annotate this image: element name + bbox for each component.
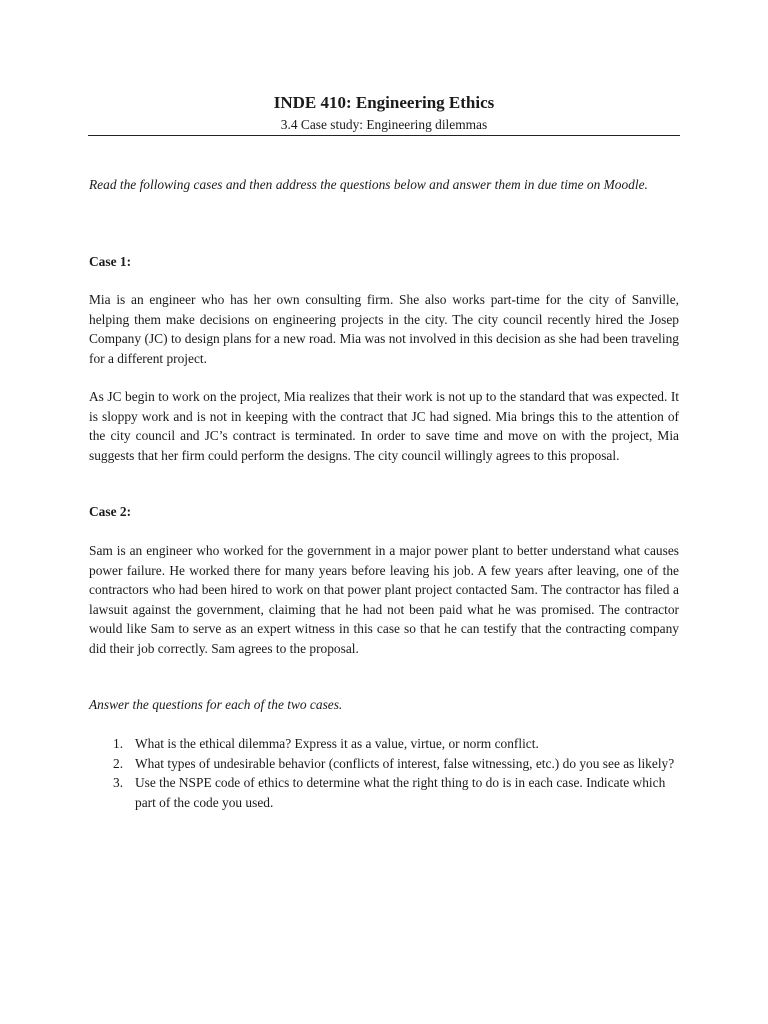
case-2-heading: Case 2:: [89, 504, 132, 519]
question-text: Use the NSPE code of ethics to determine what the right thing to do is in each case. Indicate which part of the code you used.: [135, 775, 666, 810]
intro-instructions: Read the following cases and then address the questions below and answer them in due time on Moodle.: [89, 177, 648, 192]
answer-instructions: Answer the questions for each of the two cases.: [89, 697, 343, 712]
question-item: [89, 754, 679, 774]
case-1-heading: Case 1:: [89, 254, 132, 269]
question-item: [89, 734, 679, 754]
question-list: [89, 734, 679, 812]
document-title: INDE 410: Engineering Ethics: [273, 93, 495, 112]
case-1-paragraph-2: As JC begin to work on the project, Mia realizes that their work is not up to the standard that was expected. It is sloppy work and is not in keeping with the contract that JC had signed. Mia brings this to the attention of the city council and JC’s contract is terminated. In order to save time and move on with the project, Mia suggests that her firm could perform the designs. The city council willingly agrees to this proposal.: [89, 389, 679, 463]
question-number: 3.: [113, 775, 124, 791]
question-item: [89, 773, 679, 812]
document-subtitle: 3.4 Case study: Engineering dilemmas: [280, 117, 488, 132]
question-text: What types of undesirable behavior (conflicts of interest, false witnessing, etc.) do you see as likely?: [135, 755, 675, 771]
question-number: 2.: [113, 755, 124, 771]
question-text: What is the ethical dilemma? Express it as a value, virtue, or norm conflict.: [135, 736, 539, 751]
title-divider: [88, 135, 680, 136]
case-1-paragraph-1: Mia is an engineer who has her own consulting firm. She also works part-time for the city of Sanville, helping them make decisions on engineering projects in the city. The city council recently hired the Josep Company (JC) to design plans for a new road. Mia was not involved in this decision as she had been traveling for a different project.: [89, 292, 679, 366]
case-2-paragraph-1: Sam is an engineer who worked for the government in a major power plant to better understand what causes power failure. He worked there for many years before leaving his job. A few years after leaving, one of the contractors who had been hired to work on that power plant project contacted Sam. The contractor has filed a lawsuit against the government, claiming that he had not been paid what he was promised. The contractor would like Sam to serve as an expert witness in this case so that he can testify that the contracting company did their job correctly. Sam agrees to the proposal.: [89, 543, 679, 656]
question-number: 1.: [113, 736, 124, 751]
